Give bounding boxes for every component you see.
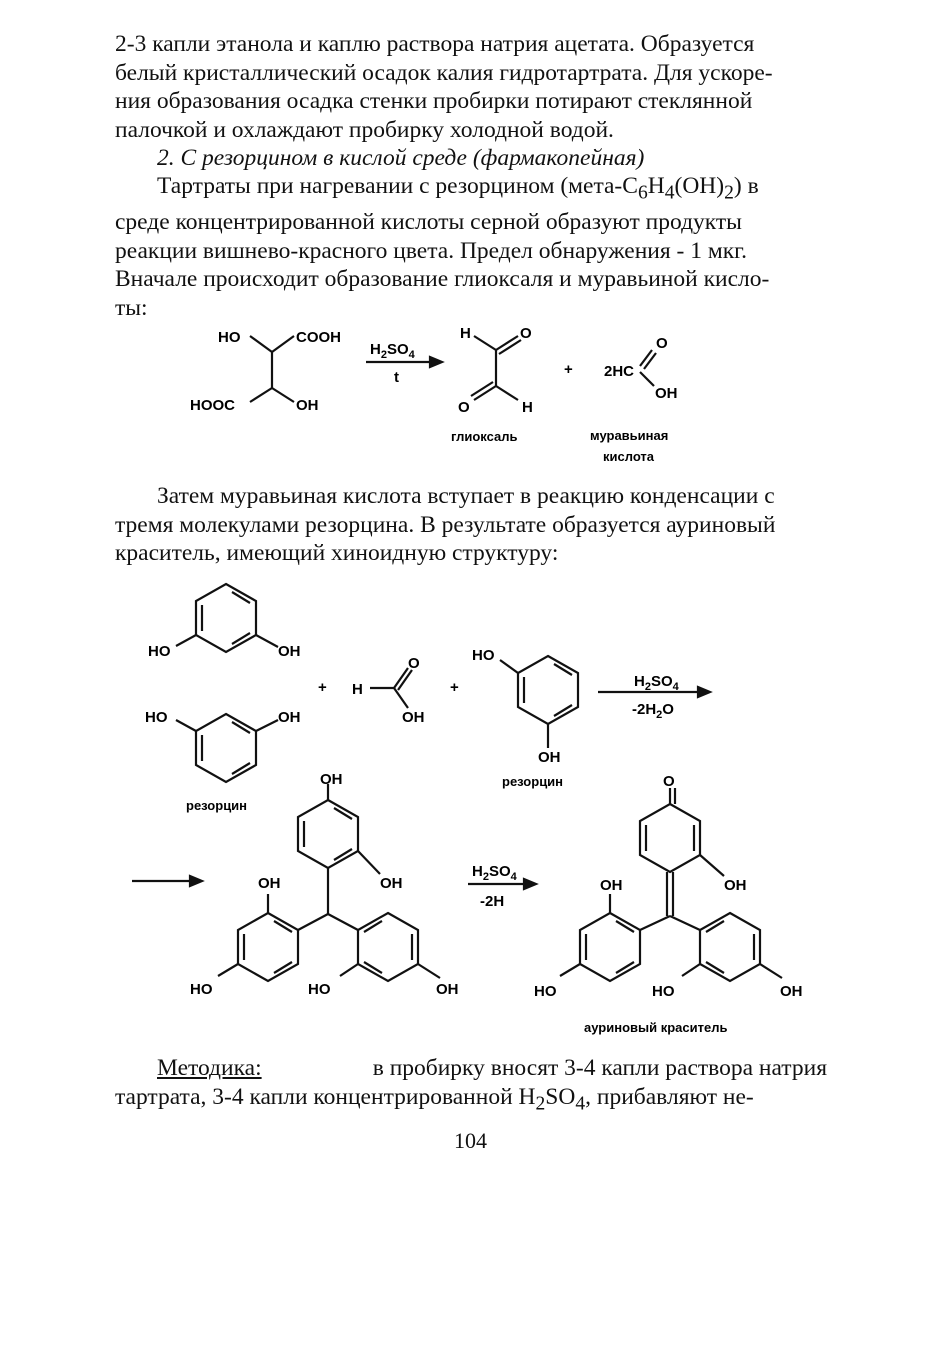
condition-label: t: [394, 369, 399, 386]
aurin-dye-caption: ауриновый краситель: [584, 1020, 728, 1035]
minus-water-label: $-2H_2O$: [632, 701, 674, 721]
ho-label: HO: [190, 981, 213, 998]
o-label: O: [663, 773, 675, 790]
oh-label: OH: [538, 749, 561, 766]
cooh-label: COOH: [296, 329, 341, 346]
oh-label: OH: [655, 385, 678, 402]
glyoxal-caption: глиоксаль: [451, 429, 518, 444]
o-label: O: [656, 335, 668, 352]
o-label: O: [458, 399, 470, 416]
text-span: Тартраты при нагревании с резорцином (мета-С: [157, 173, 638, 199]
formic-acid-formula: 2HC: [604, 363, 635, 380]
text-span: H: [647, 173, 665, 199]
oh-label: OH: [436, 981, 459, 998]
oh-label: OH: [278, 643, 301, 660]
oh-label: OH: [380, 875, 403, 892]
method-paragraph: [115, 1054, 827, 1119]
formic-acid-caption: муравьиная: [590, 428, 669, 443]
ho-label: HO: [472, 647, 495, 664]
oh-label: OH: [278, 709, 301, 726]
reagent-label: $H_2SO_4$: [472, 863, 517, 883]
ho-label: HO: [145, 709, 168, 726]
text-span: тартрата, 3-4 капли концентрированной H: [115, 1083, 536, 1110]
o-label: O: [408, 655, 420, 672]
oh-label: OH: [320, 771, 343, 788]
oh-label: OH: [402, 709, 425, 726]
text-line: реакции вишнево-красного цвета. Предел обнаружения - 1 мкг.: [115, 237, 748, 264]
formic-acid-caption: кислота: [603, 449, 655, 464]
method-title: Методика:: [157, 1055, 262, 1081]
reagent-label: $H_2SO_4$: [370, 341, 415, 361]
plus-sign: +: [450, 679, 459, 696]
ho-label: HO: [218, 329, 241, 346]
text-span: SO: [545, 1083, 576, 1110]
ho-label: HO: [148, 643, 171, 660]
text-line: палочкой и охлаждают пробирку холодной водой.: [115, 116, 614, 143]
subscript: 6: [637, 182, 648, 204]
oh-label: OH: [600, 877, 623, 894]
text-line: среде концентрированной кислоты серной образуют продукты: [115, 209, 742, 236]
text-line: тремя молекулами резорцина. В результате образуется ауриновый: [115, 511, 776, 538]
plus-sign: +: [564, 361, 573, 378]
text-line: краситель, имеющий хиноидную структуру:: [115, 540, 559, 566]
text-line: [115, 1083, 827, 1119]
subscript: 2: [724, 182, 734, 204]
text-line: [115, 1054, 827, 1083]
resorcinol-caption: резорцин: [186, 798, 248, 813]
text-line: белый кристаллический осадок калия гидротартрата. Для ускоре-: [115, 59, 773, 86]
minus-h-label: -2H: [480, 893, 505, 910]
o-label: O: [520, 325, 532, 342]
text-span: в пробирку вносят 3-4 капли раствора натрия: [372, 1055, 827, 1081]
ho-label: HO: [652, 983, 675, 1000]
plus-sign: +: [318, 679, 327, 696]
text-line: Вначале происходит образование глиоксаля и муравьиной кисло-: [115, 266, 770, 293]
section-heading: 2. С резорцином в кислой среде (фармакопейная): [157, 145, 645, 171]
ho-label: HO: [534, 983, 557, 1000]
text-line: 2-3 капли этанола и каплю раствора натрия ацетата. Образуется: [115, 31, 755, 57]
page-number: 104: [454, 1128, 487, 1153]
oh-label: OH: [258, 875, 281, 892]
h-label: H: [460, 325, 471, 342]
resorcinol-caption: резорцин: [502, 774, 564, 789]
hooc-label: HOOC: [190, 397, 235, 414]
oh-label: OH: [296, 397, 319, 414]
text-line: Затем муравьиная кислота вступает в реакцию конденсации с: [157, 483, 775, 509]
text-line: ния образования осадка стенки пробирки потирают стеклянной: [115, 88, 753, 114]
reagent-label: $H_2SO_4$: [634, 673, 679, 693]
ho-label: HO: [308, 981, 331, 998]
text-span: ) в: [733, 173, 759, 199]
h-label: H: [352, 681, 363, 698]
subscript: 2: [535, 1093, 546, 1115]
oh-label: OH: [724, 877, 747, 894]
text-span: (OH): [674, 173, 725, 199]
oh-label: OH: [780, 983, 803, 1000]
text-span: , прибавляют не-: [585, 1083, 754, 1110]
subscript: 4: [575, 1093, 586, 1115]
h-label: H: [522, 399, 533, 416]
text-line: ты:: [115, 294, 148, 321]
subscript: 4: [664, 182, 675, 204]
